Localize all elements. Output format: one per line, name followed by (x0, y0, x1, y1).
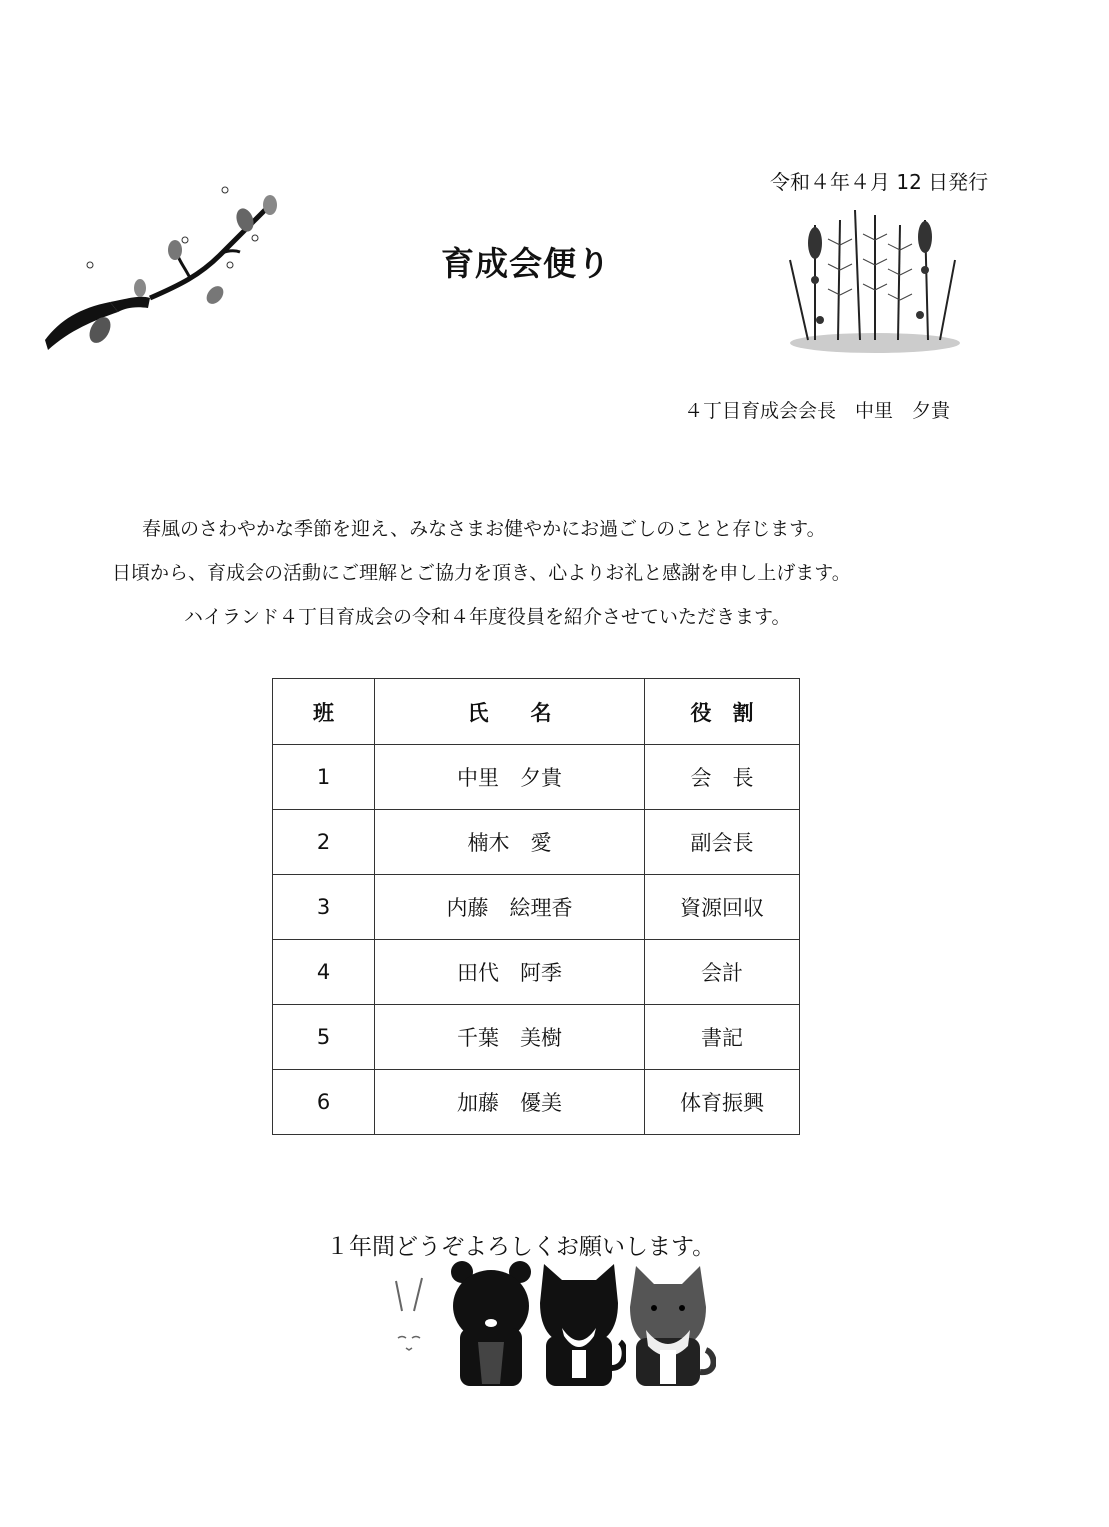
table-header-row (273, 679, 800, 745)
role-cell: 会計 (645, 940, 800, 1005)
header-name: 氏 名 (375, 679, 645, 745)
table-row (273, 940, 800, 1005)
rabbit-icon (378, 1276, 438, 1356)
role-cell: 書記 (645, 1005, 800, 1070)
table-row (273, 1005, 800, 1070)
bear-icon (448, 1258, 534, 1388)
header-group: 班 (273, 679, 375, 745)
name-cell: 千葉 美樹 (375, 1005, 645, 1070)
header-role: 役 割 (645, 679, 800, 745)
cat-icon (536, 1258, 626, 1388)
name-cell: 加藤 優美 (375, 1070, 645, 1135)
name-cell: 楠木 愛 (375, 810, 645, 875)
group-cell: 5 (273, 1005, 375, 1070)
author-line: ４丁目育成会会長 中里 夕貴 (684, 400, 951, 422)
table-row (273, 1070, 800, 1135)
role-cell: 資源回収 (645, 875, 800, 940)
name-cell: 田代 阿季 (375, 940, 645, 1005)
issue-date: 令和４年４月 12 日発行 (770, 170, 989, 194)
cherry-branch-icon (40, 180, 290, 360)
table-row (273, 745, 800, 810)
intro-line-1: 春風のさわやかな季節を迎え、みなさまお健やかにお過ごしのことと存じます。 (142, 518, 826, 540)
table-row (273, 875, 800, 940)
page-title: 育成会便り (441, 244, 611, 283)
group-cell: 3 (273, 875, 375, 940)
group-cell: 2 (273, 810, 375, 875)
officers-table (272, 678, 800, 1135)
intro-line-3: ハイランド４丁目育成会の令和４年度役員を紹介させていただきます。 (184, 606, 791, 628)
table-row (273, 810, 800, 875)
shiba-dog-icon (626, 1262, 716, 1388)
closing-message: １年間どうぞよろしくお願いします。 (326, 1234, 716, 1260)
group-cell: 4 (273, 940, 375, 1005)
intro-line-2: 日頃から、育成会の活動にご理解とご協力を頂き、心よりお礼と感謝を申し上げます。 (112, 562, 851, 584)
name-cell: 中里 夕貴 (375, 745, 645, 810)
name-cell: 内藤 絵理香 (375, 875, 645, 940)
role-cell: 体育振興 (645, 1070, 800, 1135)
role-cell: 副会長 (645, 810, 800, 875)
group-cell: 1 (273, 745, 375, 810)
role-cell: 会 長 (645, 745, 800, 810)
horsetail-plants-icon (780, 205, 970, 355)
group-cell: 6 (273, 1070, 375, 1135)
